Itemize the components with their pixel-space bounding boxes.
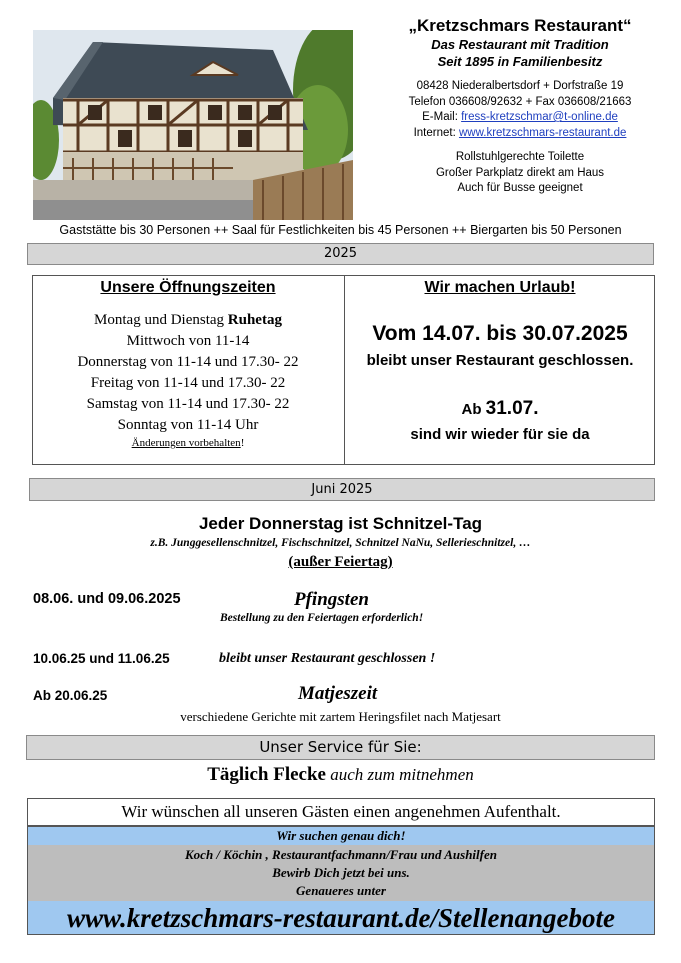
hours-monday-tuesday [32,310,344,331]
jobs-headline: Wir suchen genau dich! [276,828,406,843]
restaurant-info [370,16,670,197]
phone-fax: Telefon 036608/92632 + Fax 036608/21663 [408,95,632,108]
jobs-url-link[interactable]: www.kretzschmars-restaurant.de/Stellenangebote [66,903,616,933]
jobs-details: Genaueres unter [296,883,386,898]
restaurant-name: „Kretzschmars Restaurant“ [408,16,632,35]
website-link[interactable]: www.kretzschmars-restaurant.de [458,126,627,139]
email-row [370,110,670,126]
schnitzel-examples: z.B. Junggesellenschnitzel, Fischschnitzel, Schnitzel NaNu, Sellerieschnitzel, … [150,537,531,549]
hours-friday: Freitag von 11-14 und 17.30- 22 [90,375,286,391]
pfingsten-note: Bestellung zu den Feiertagen erforderlich! [220,612,424,624]
internet-row [370,126,670,142]
hours-note-text: Änderungen vorbehalten [131,437,241,449]
feature-bus: Auch für Busse geeignet [457,182,583,194]
flecke-line [0,764,681,786]
hours-note-suffix: ! [240,437,245,449]
vacation-title-text: Wir machen Urlaub! [424,279,576,296]
restaurant-photo [33,30,353,220]
month-bar: Juni 2025 [29,478,655,501]
jobs-apply: Bewirb Dich jetzt bei uns. [272,865,410,880]
year-bar: 2025 [27,243,654,265]
matjes-date: Ab 20.06.25 [33,688,108,703]
flecke-italic: auch zum mitnehmen [325,765,474,784]
internet-label: Internet: [413,126,459,139]
vacation-closed: bleibt unser Restaurant geschlossen. [366,352,634,369]
feature-parking: Großer Parkplatz direkt am Haus [435,166,605,179]
closed-date: 10.06.25 und 11.06.25 [33,651,170,666]
matjes-note: verschiedene Gerichte mit zartem Heringsfilet nach Matjesart [180,709,501,724]
hours-thursday: Donnerstag von 11-14 und 17.30- 22 [77,354,299,370]
closed-text: bleibt unser Restaurant geschlossen ! [219,651,436,666]
hours-line1-text: Montag und Dienstag [94,312,228,328]
email-label: E-Mail: [422,111,462,123]
hours-saturday: Samstag von 11-14 und 17.30- 22 [86,396,290,412]
hours-title: Unsere Öffnungszeiten [100,279,276,296]
tagline-tradition: Das Restaurant mit Tradition [431,37,609,52]
vacation-reopen-date [345,398,655,420]
hours-list [32,310,344,451]
jobs-positions: Koch / Köchin , Restaurantfachmann/Frau und Aushilfen [185,847,497,862]
email-link[interactable]: fress-kretzschmar@t-online.de [461,111,618,123]
flecke-bold: Täglich Flecke [207,764,326,785]
pfingsten-name: Pfingsten [294,589,369,610]
address: 08428 Niederalbertsdorf + Dorfstraße 19 [416,80,624,92]
matjes-name: Matjeszeit [298,683,378,704]
service-bar: Unser Service für Sie: [26,735,655,760]
wish-box: Wir wünschen all unseren Gästen einen angenehmen Aufenthalt. [27,798,655,826]
tagline-since: Seit 1895 in Familienbesitz [437,54,603,69]
hours-ruhetag: Ruhetag [227,312,282,328]
pfingsten-date: 08.06. und 09.06.2025 [33,591,181,607]
hours-sunday: Sonntag von 11-14 Uhr [117,417,259,433]
schnitzel-title: Jeder Donnerstag ist Schnitzel-Tag [198,514,483,533]
vacation-title [345,279,655,297]
hours-note [32,436,344,451]
vacation-ab-label: Ab [461,401,486,418]
schnitzel-exception: (außer Feiertag) [288,554,393,570]
vacation-dates: Vom 14.07. bis 30.07.2025 [372,322,628,345]
vacation-back: sind wir wieder für sie da [410,426,590,443]
vacation-ab-date: 31.07. [485,398,539,419]
feature-toilet: Rollstuhlgerechte Toilette [455,151,585,163]
capacity-line: Gaststätte bis 30 Personen ++ Saal für Festlichkeiten bis 45 Personen ++ Biergarten bis 50 Personen [59,223,622,237]
hours-wednesday: Mittwoch von 11-14 [126,333,250,349]
